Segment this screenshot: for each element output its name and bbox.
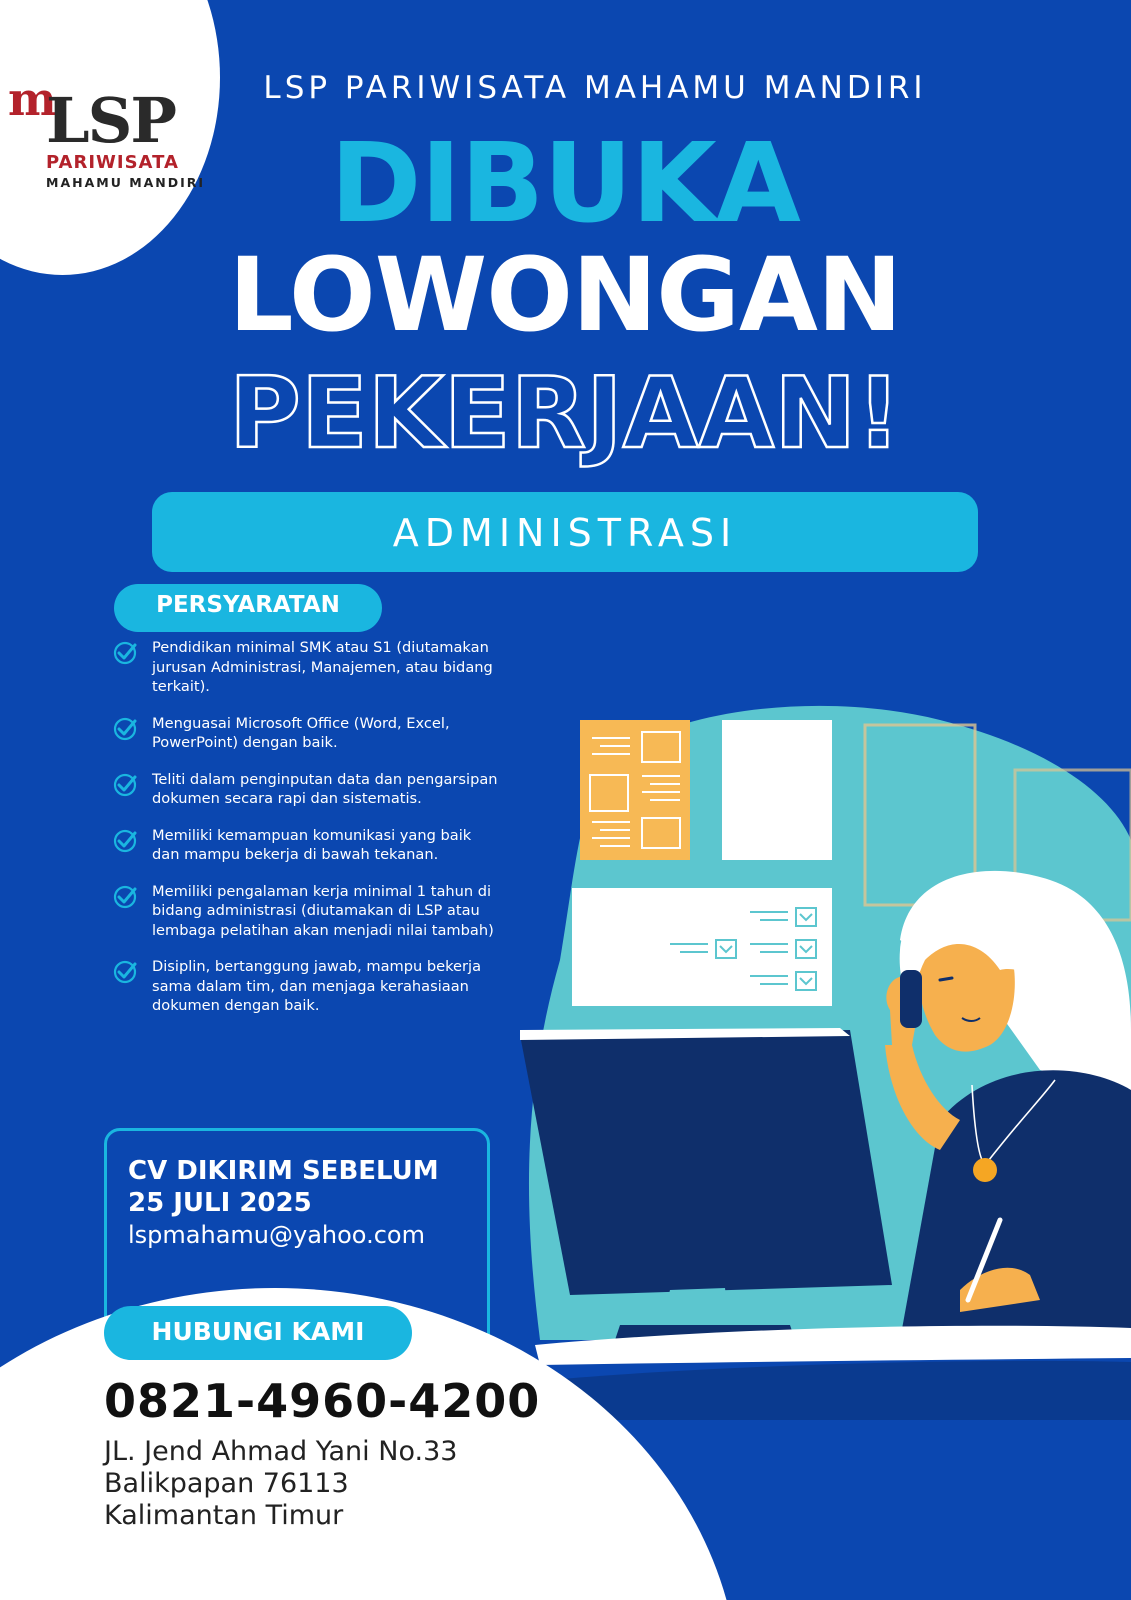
requirement-item <box>112 714 502 753</box>
requirement-text: Menguasai Microsoft Office (Word, Excel, PowerPoint) dengan baik. <box>152 714 450 751</box>
headline-line-2: LOWONGAN <box>228 236 902 355</box>
requirement-text: Teliti dalam penginputan data dan pengarsipan dokumen secara rapi dan sistematis. <box>152 770 498 807</box>
logo-name: LSP <box>46 84 175 157</box>
cv-deadline-label: CV DIKIRIM SEBELUM <box>128 1156 439 1186</box>
headline-line-1: DIBUKA <box>330 119 800 247</box>
address-line-3: Kalimantan Timur <box>104 1500 344 1531</box>
requirement-item <box>112 882 502 941</box>
requirement-text: Memiliki pengalaman kerja minimal 1 tahun di bidang administrasi (diutamakan di LSP atau lembaga pelatihan akan menjadi nilai tambah) <box>152 882 494 939</box>
check-circle-icon <box>112 828 138 854</box>
requirement-item <box>112 826 502 865</box>
logo-mark: m <box>8 72 54 126</box>
office-worker-illustration <box>520 700 1131 1420</box>
phone-number[interactable]: 0821-4960-4200 <box>104 1374 541 1428</box>
requirement-text: Disiplin, bertanggung jawab, mampu bekerja sama dalam tim, dan menjaga kerahasiaan dokumen dengan baik. <box>152 958 482 1014</box>
requirement-text: Pendidikan minimal SMK atau S1 (diutamakan jurusan Administrasi, Manajemen, atau bidang terkait). <box>152 639 493 695</box>
headline-line-3: PEKERJAAN! <box>229 357 901 471</box>
requirements-title: PERSYARATAN <box>156 592 340 618</box>
check-circle-icon <box>112 772 138 798</box>
requirements-list <box>112 638 502 1033</box>
cv-email[interactable]: lspmahamu@yahoo.com <box>128 1221 425 1249</box>
requirement-item <box>112 957 502 1016</box>
check-circle-icon <box>112 884 138 910</box>
cv-deadline-date: 25 JULI 2025 <box>128 1188 312 1218</box>
position-title: ADMINISTRASI <box>392 511 738 555</box>
logo-subtitle: PARIWISATA <box>46 152 179 173</box>
logo-subtitle-2: MAHAMU MANDIRI <box>46 175 206 190</box>
address-line-2: Balikpapan 76113 <box>104 1468 349 1499</box>
check-circle-icon <box>112 959 138 985</box>
contact-title: HUBUNGI KAMI <box>151 1317 365 1346</box>
check-circle-icon <box>112 716 138 742</box>
check-circle-icon <box>112 640 138 666</box>
organization-name: LSP PARIWISATA MAHAMU MANDIRI <box>263 70 927 106</box>
address-line-1: JL. Jend Ahmad Yani No.33 <box>104 1436 458 1467</box>
requirement-text: Memiliki kemampuan komunikasi yang baik dan mampu bekerja di bawah tekanan. <box>152 826 472 863</box>
requirement-item <box>112 770 502 809</box>
requirement-item <box>112 638 502 697</box>
